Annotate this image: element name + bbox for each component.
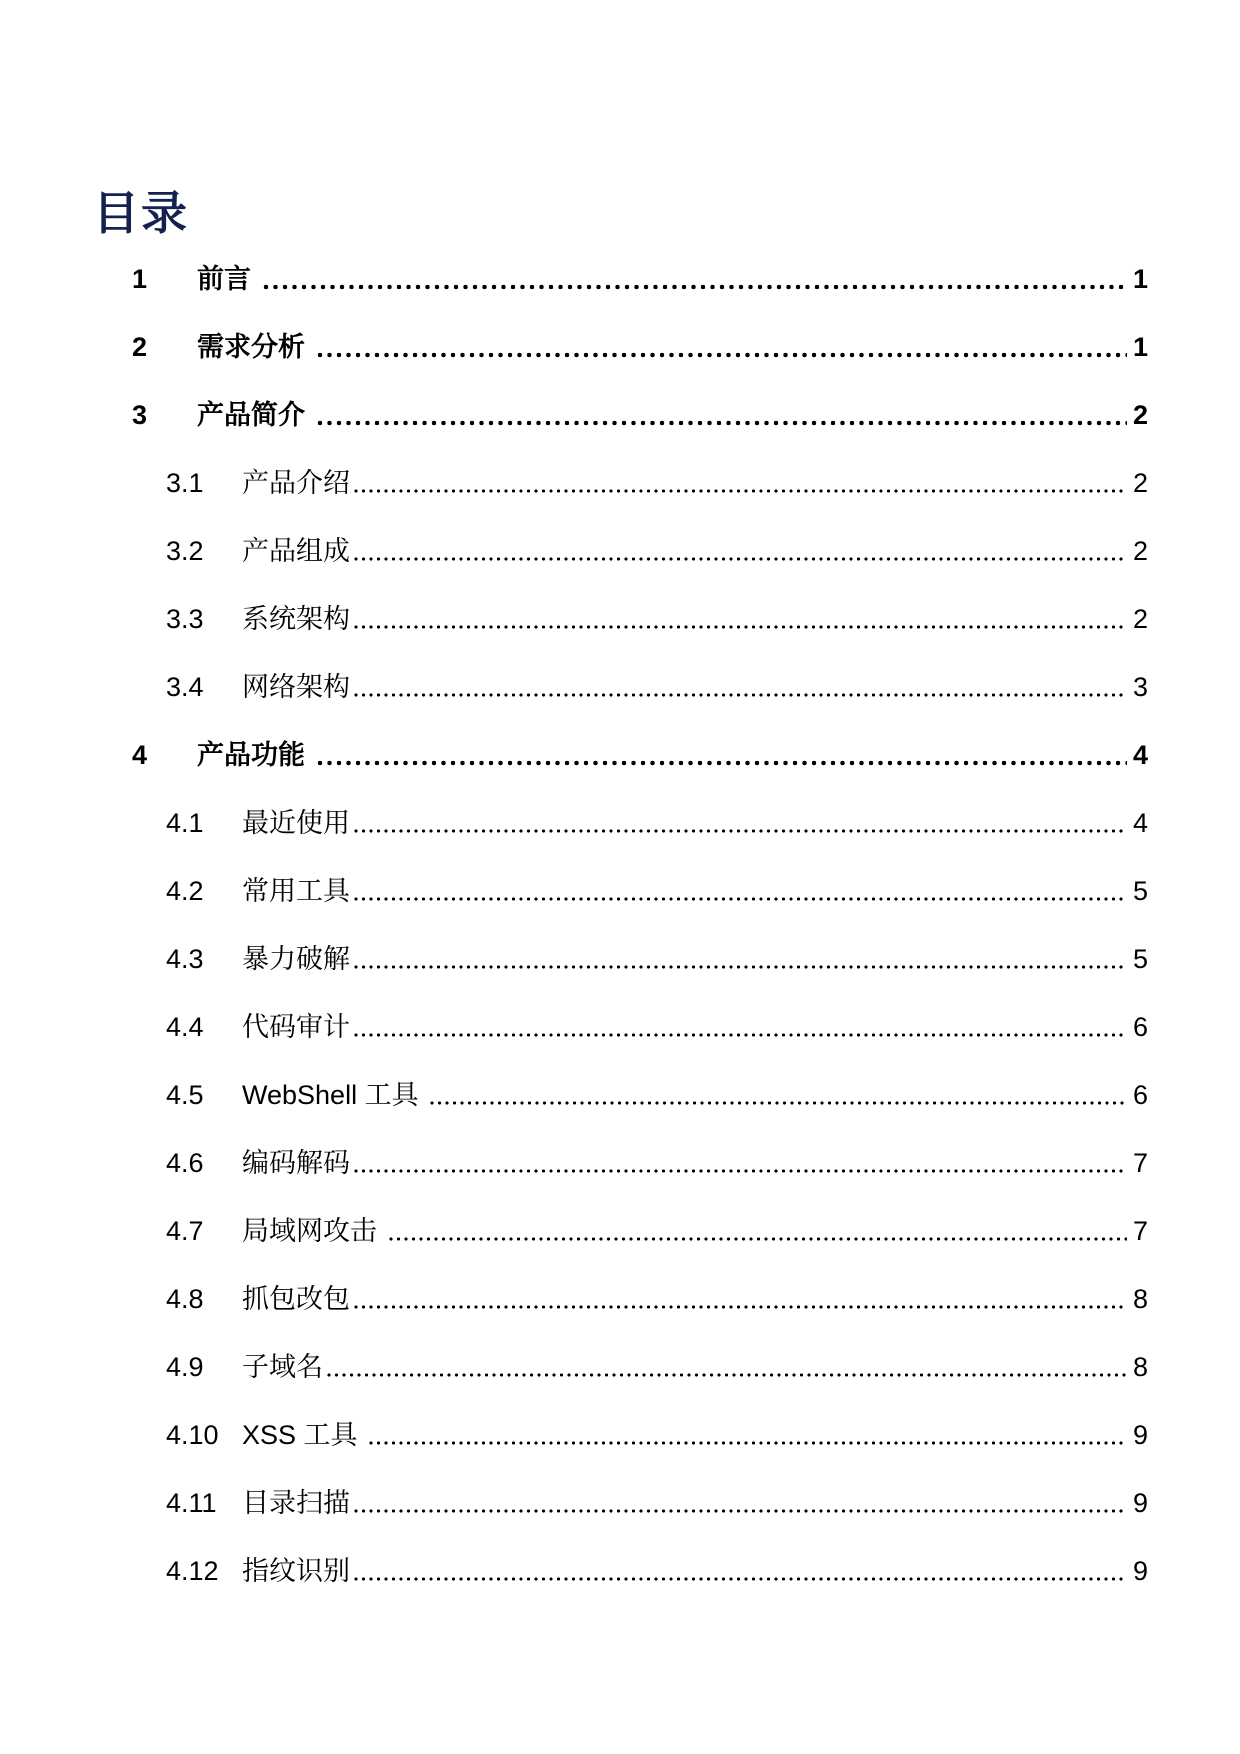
toc-entry-page: 9 [1132, 1556, 1148, 1586]
toc-entry-number: 4.10 [166, 1420, 219, 1450]
toc-list [132, 262, 1148, 1622]
toc-entry-label: 产品简介 [197, 400, 313, 430]
toc-entry-label: 暴力破解 [242, 944, 350, 974]
dot-leader [327, 1372, 1127, 1378]
toc-entry[interactable] [132, 466, 1148, 500]
toc-entry[interactable] [132, 1282, 1148, 1316]
dot-leader [354, 1304, 1127, 1310]
toc-entry[interactable] [132, 398, 1148, 432]
toc-entry-number: 4.6 [166, 1148, 204, 1178]
toc-entry-number: 2 [132, 332, 148, 362]
toc-entry-page: 2 [1132, 536, 1148, 566]
toc-entry[interactable] [132, 1078, 1148, 1112]
toc-entry-number: 3.3 [166, 604, 204, 634]
dot-leader [354, 692, 1127, 698]
dot-leader [354, 964, 1127, 970]
toc-entry-page: 8 [1132, 1352, 1148, 1382]
toc-entry[interactable] [132, 738, 1148, 772]
toc-entry[interactable] [132, 1010, 1148, 1044]
toc-entry-number: 4.11 [166, 1488, 217, 1518]
toc-entry[interactable] [132, 1350, 1148, 1384]
toc-entry-page: 2 [1132, 468, 1148, 498]
toc-entry-label: 系统架构 [242, 604, 350, 634]
dot-leader [389, 1236, 1127, 1242]
toc-entry-label: 产品组成 [242, 536, 350, 566]
toc-entry-number: 4.4 [166, 1012, 204, 1042]
toc-entry-label: 目录扫描 [242, 1488, 350, 1518]
toc-entry-label: 指纹识别 [242, 1556, 350, 1586]
toc-entry-label: 网络架构 [242, 672, 350, 702]
toc-entry-page: 2 [1132, 604, 1148, 634]
toc-entry-label: 常用工具 [242, 876, 350, 906]
dot-leader [430, 1100, 1127, 1106]
toc-entry[interactable] [132, 330, 1148, 364]
toc-entry-page: 7 [1132, 1216, 1148, 1246]
toc-entry-label: XSS 工具 [242, 1420, 366, 1450]
dot-leader [354, 624, 1127, 630]
toc-entry-number: 4.12 [166, 1556, 219, 1586]
toc-entry-label: 需求分析 [197, 332, 313, 362]
toc-entry-label: 子域名 [242, 1352, 323, 1382]
toc-entry[interactable] [132, 1418, 1148, 1452]
toc-entry-label: 产品功能 [197, 740, 313, 770]
toc-entry-number: 4.2 [166, 876, 204, 906]
toc-entry-page: 6 [1132, 1080, 1148, 1110]
toc-entry-label: 编码解码 [242, 1148, 350, 1178]
toc-entry-number: 4.8 [166, 1284, 204, 1314]
toc-entry[interactable] [132, 602, 1148, 636]
toc-entry-number: 4 [132, 740, 148, 770]
toc-entry-page: 5 [1132, 876, 1148, 906]
toc-entry-number: 4.7 [166, 1216, 204, 1246]
toc-entry[interactable] [132, 874, 1148, 908]
dot-leader [354, 1508, 1127, 1514]
toc-entry-number: 4.9 [166, 1352, 204, 1382]
dot-leader [317, 351, 1127, 359]
toc-entry-label: 抓包改包 [242, 1284, 350, 1314]
toc-entry[interactable] [132, 1554, 1148, 1588]
toc-entry-page: 6 [1132, 1012, 1148, 1042]
toc-entry-page: 5 [1132, 944, 1148, 974]
dot-leader [354, 896, 1127, 902]
toc-entry-page: 9 [1132, 1488, 1148, 1518]
dot-leader [369, 1440, 1127, 1446]
toc-entry-number: 3.2 [166, 536, 204, 566]
toc-entry-page: 7 [1132, 1148, 1148, 1178]
toc-entry-page: 8 [1132, 1284, 1148, 1314]
toc-entry-label: 产品介绍 [242, 468, 350, 498]
toc-entry[interactable] [132, 534, 1148, 568]
toc-entry-number: 4.1 [166, 808, 204, 838]
toc-entry-label: 局域网攻击 [242, 1216, 385, 1246]
toc-entry-page: 4 [1132, 808, 1148, 838]
toc-entry-number: 4.5 [166, 1080, 204, 1110]
toc-entry-number: 4.3 [166, 944, 204, 974]
dot-leader [354, 556, 1127, 562]
toc-entry-page: 4 [1132, 740, 1148, 770]
toc-entry-label: WebShell 工具 [242, 1080, 427, 1110]
toc-entry[interactable] [132, 262, 1148, 296]
toc-entry-number: 3.4 [166, 672, 204, 702]
dot-leader [354, 1576, 1127, 1582]
toc-entry[interactable] [132, 806, 1148, 840]
dot-leader [317, 419, 1127, 427]
dot-leader [263, 283, 1127, 291]
dot-leader [317, 759, 1127, 767]
toc-entry-page: 1 [1132, 332, 1148, 362]
dot-leader [354, 1032, 1127, 1038]
toc-entry-page: 1 [1132, 264, 1148, 294]
toc-entry-page: 2 [1132, 400, 1148, 430]
toc-entry-label: 最近使用 [242, 808, 350, 838]
dot-leader [354, 828, 1127, 834]
toc-entry-page: 3 [1132, 672, 1148, 702]
toc-entry-page: 9 [1132, 1420, 1148, 1450]
toc-entry-label: 代码审计 [242, 1012, 350, 1042]
toc-entry[interactable] [132, 942, 1148, 976]
toc-entry[interactable] [132, 1146, 1148, 1180]
toc-title: 目录 [93, 187, 189, 239]
dot-leader [354, 488, 1127, 494]
toc-entry-number: 1 [132, 264, 148, 294]
toc-entry[interactable] [132, 1486, 1148, 1520]
toc-entry-label: 前言 [197, 264, 259, 294]
toc-entry-number: 3.1 [166, 468, 204, 498]
dot-leader [354, 1168, 1127, 1174]
toc-entry[interactable] [132, 1214, 1148, 1248]
toc-entry-number: 3 [132, 400, 148, 430]
toc-entry[interactable] [132, 670, 1148, 704]
